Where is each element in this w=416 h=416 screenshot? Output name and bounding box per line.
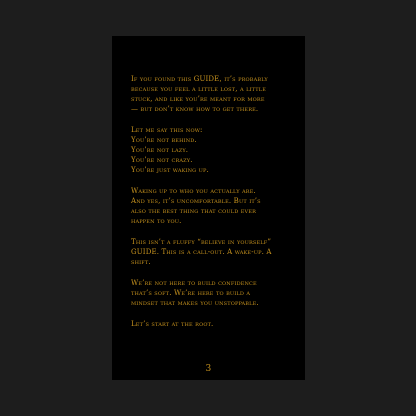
text-line: GUIDE. This is a call-out. A wake-up. A <box>131 248 272 256</box>
text-line: This isn’t a fluffy “believe in yourself” <box>131 238 272 246</box>
text-line: shift. <box>131 258 151 266</box>
text-line: mindset that makes you unstoppable. <box>131 299 259 307</box>
page-body <box>131 74 285 329</box>
text-line: happen to you. <box>131 217 182 225</box>
paragraph <box>131 319 285 329</box>
paragraph <box>131 237 285 267</box>
paragraph <box>131 125 285 175</box>
text-line: You’re just waking up. <box>131 166 209 174</box>
text-line: that’s soft. We’re here to build a <box>131 289 251 297</box>
text-line: Waking up to who you actually are. <box>131 187 256 195</box>
text-line: also the best thing that could ever <box>131 207 257 215</box>
document-page <box>112 36 305 380</box>
paragraph <box>131 278 285 308</box>
text-line: You’re not lazy. <box>131 146 189 154</box>
text-line: You’re not crazy. <box>131 156 193 164</box>
paragraph <box>131 186 285 226</box>
text-line: Let’s start at the root. <box>131 320 214 328</box>
text-line: If you found this GUIDE, it’s probably <box>131 75 268 83</box>
text-line: — but don’t know how to get there. <box>131 105 259 113</box>
text-line: Let me say this now: <box>131 126 203 134</box>
text-line: You’re not behind. <box>131 136 197 144</box>
text-line: We’re not here to build confidence <box>131 279 257 287</box>
page-number: 3 <box>205 364 212 374</box>
text-line: because you feel a little lost, a little <box>131 85 267 93</box>
paragraph <box>131 74 285 114</box>
text-line: stuck, and like you’re meant for more <box>131 95 265 103</box>
text-line: And yes, it’s uncomfortable. But it’s <box>131 197 261 205</box>
